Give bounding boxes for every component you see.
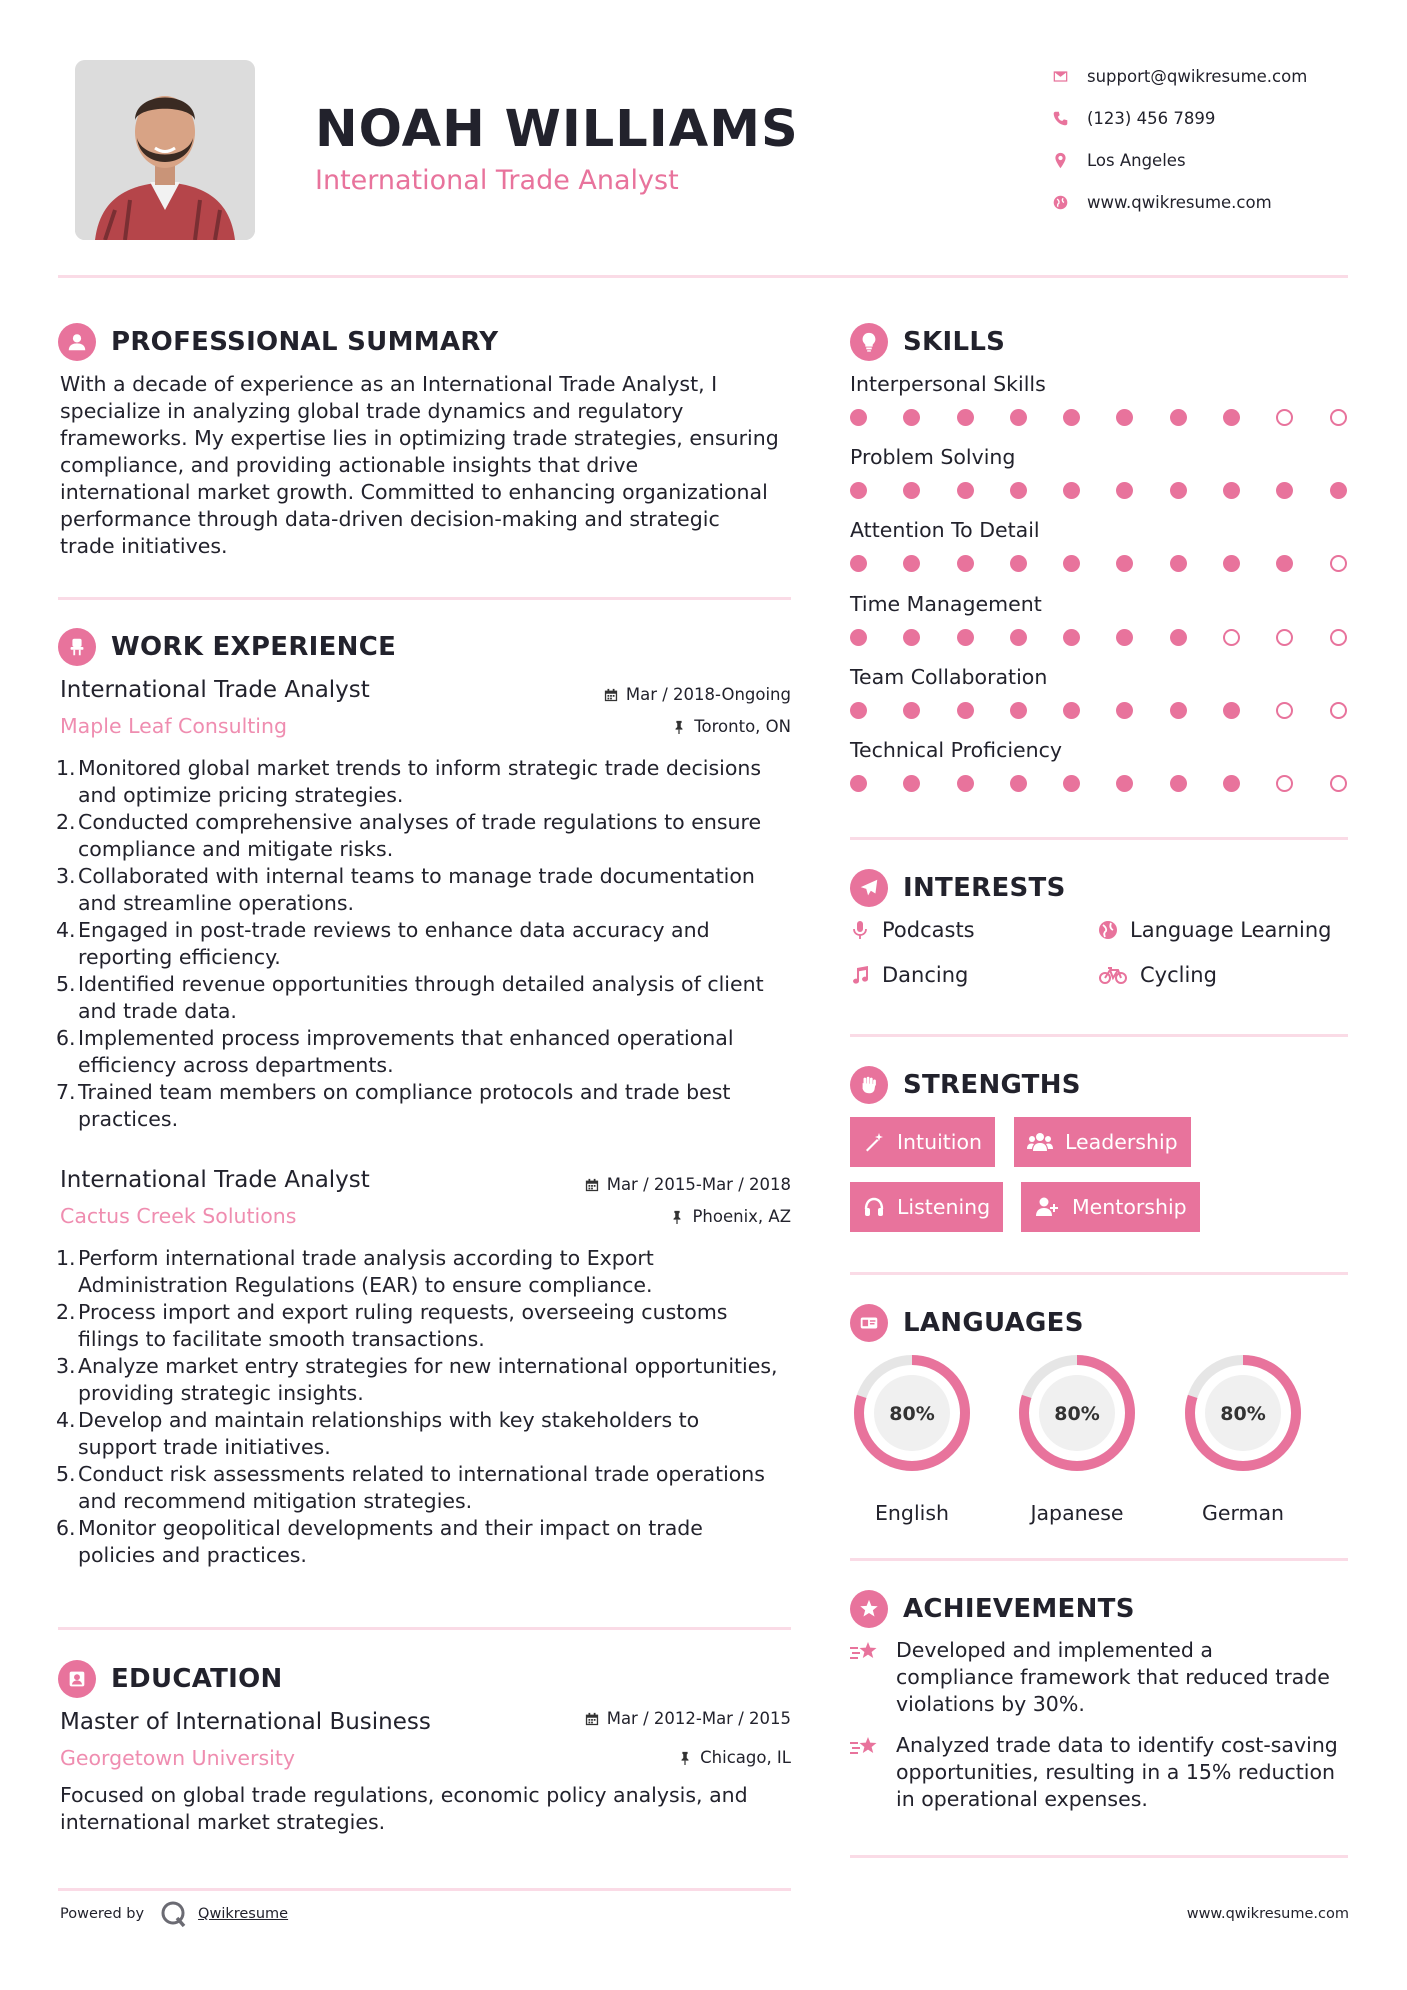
rating-dot-filled — [1223, 409, 1240, 426]
rating-dot-filled — [957, 482, 974, 499]
rating-dot-empty — [1276, 629, 1293, 646]
language-item — [850, 1351, 974, 1525]
achievements-heading — [850, 1590, 1135, 1628]
skill-rating — [850, 775, 1383, 792]
rating-dot-filled — [850, 775, 867, 792]
rating-dot-empty — [1330, 702, 1347, 719]
strength-chip — [1014, 1117, 1191, 1167]
achievement-line: Developed and implemented a — [896, 1638, 1213, 1662]
rating-dot-filled — [1010, 482, 1027, 499]
list-item: 1. Monitored global market trends to inform strategic trade decisions and optimize pricing strategies. — [56, 756, 762, 807]
summary-heading — [58, 323, 498, 361]
strength-chip — [850, 1182, 1003, 1232]
rating-dot-filled — [903, 409, 920, 426]
list-item: 7. Trained team members on compliance protocols and trade best practices. — [56, 1080, 731, 1131]
interest-label: Language Learning — [1130, 918, 1332, 942]
language-progress-ring — [1181, 1351, 1305, 1475]
list-item: 1. Perform international trade analysis according to Export Administration Regulations (EAR) to ensure compliance. — [56, 1246, 654, 1297]
section-divider — [850, 1558, 1348, 1561]
candidate-role: International Trade Analyst — [315, 165, 679, 196]
list-item: 4. Engaged in post-trade reviews to enhance data accuracy and reporting efficiency. — [56, 918, 710, 969]
list-item: 4. Develop and maintain relationships with key stakeholders to support trade initiatives. — [56, 1408, 700, 1459]
skill-name: Interpersonal Skills — [850, 372, 1046, 396]
job-date-text: Mar / 2015-Mar / 2018 — [606, 1175, 791, 1194]
id-card-icon — [850, 1304, 888, 1342]
job-location-text: Phoenix, AZ — [692, 1207, 791, 1226]
list-item: 2. Process import and export ruling requests, overseeing customs filings to facilitate smooth transactions. — [56, 1300, 728, 1351]
rating-dot-filled — [903, 629, 920, 646]
section-divider — [850, 837, 1348, 840]
section-divider — [850, 1272, 1348, 1275]
education-heading — [58, 1660, 283, 1698]
strength-label: Listening — [897, 1195, 991, 1219]
rating-dot-empty — [1330, 775, 1347, 792]
job-date-text: Mar / 2018-Ongoing — [625, 685, 791, 704]
education-location-text: Chicago, IL — [700, 1748, 791, 1767]
star-badge-icon — [850, 1590, 888, 1628]
globe-icon — [1098, 920, 1118, 940]
education-date-text: Mar / 2012-Mar / 2015 — [606, 1709, 791, 1728]
education-location — [500, 1748, 791, 1767]
rating-dot-filled — [903, 555, 920, 572]
rating-dot-filled — [1116, 482, 1133, 499]
rating-dot-filled — [1170, 702, 1187, 719]
contact-website-text: www.qwikresume.com — [1087, 192, 1272, 212]
strength-label: Mentorship — [1072, 1195, 1187, 1219]
strengths-title: STRENGTHS — [903, 1070, 1081, 1100]
summary-line: specialize in analyzing global trade dynamics and regulatory — [60, 399, 684, 423]
interest-label: Dancing — [882, 963, 969, 987]
rating-dot-filled — [1063, 702, 1080, 719]
pushpin-icon — [672, 720, 686, 734]
rating-dot-empty — [1276, 409, 1293, 426]
location-pin-icon — [1052, 152, 1087, 169]
school-name: Georgetown University — [60, 1746, 295, 1770]
rating-dot-filled — [1223, 555, 1240, 572]
rating-dot-empty — [1276, 775, 1293, 792]
skill-name: Team Collaboration — [850, 664, 1048, 689]
section-divider — [58, 597, 791, 600]
rating-dot-filled — [1063, 555, 1080, 572]
section-divider — [850, 1855, 1348, 1858]
skill-name: Attention To Detail — [850, 518, 1040, 543]
language-percent: 80% — [889, 1403, 935, 1425]
skill-name: Technical Proficiency — [850, 738, 1063, 762]
rating-dot-filled — [850, 629, 867, 646]
skill-rating — [850, 482, 1383, 499]
rating-dot-empty — [1330, 629, 1347, 646]
rating-dot-filled — [1170, 555, 1187, 572]
interests-heading — [850, 869, 1066, 907]
summary-line: compliance, and providing actionable insights that drive — [60, 453, 639, 477]
rating-dot-filled — [1010, 409, 1027, 426]
language-item — [1015, 1351, 1139, 1525]
language-progress-ring — [850, 1351, 974, 1475]
section-divider — [58, 1627, 791, 1630]
summary-title: PROFESSIONAL SUMMARY — [111, 327, 499, 357]
calendar-icon — [585, 1712, 599, 1726]
rating-dot-filled — [1010, 629, 1027, 646]
skill-rating — [850, 555, 1383, 572]
contact-email[interactable] — [1052, 55, 1307, 97]
rating-dot-filled — [850, 702, 867, 719]
rating-dot-filled — [1116, 409, 1133, 426]
interest-label: Podcasts — [882, 918, 975, 942]
contact-phone[interactable] — [1052, 97, 1307, 139]
contact-website[interactable] — [1052, 181, 1307, 223]
footer-divider — [58, 1888, 791, 1891]
bicycle-icon — [1098, 965, 1128, 985]
degree-title: Master of International Business — [60, 1709, 431, 1735]
qwikresume-link[interactable]: Qwikresume — [198, 1906, 289, 1922]
job-duties — [56, 755, 800, 1133]
rating-dot-filled — [903, 702, 920, 719]
rating-dot-filled — [1170, 775, 1187, 792]
rating-dot-filled — [1223, 702, 1240, 719]
contact-email-text: support@qwikresume.com — [1087, 66, 1308, 86]
user-icon — [58, 323, 96, 361]
interest-dancing — [850, 963, 968, 987]
candidate-name: NOAH WILLIAMS — [315, 100, 799, 159]
achievement-item — [850, 1637, 1350, 1718]
job-location-text: Toronto, ON — [694, 717, 791, 736]
job-company: Maple Leaf Consulting — [60, 714, 288, 738]
section-divider — [850, 1034, 1348, 1037]
rating-dot-filled — [1010, 775, 1027, 792]
summary-text — [60, 371, 810, 560]
strength-chip — [1021, 1182, 1200, 1232]
pushpin-icon — [670, 1210, 684, 1224]
lightbulb-icon — [850, 323, 888, 361]
job-date — [500, 685, 791, 704]
achievement-item — [850, 1732, 1350, 1813]
achievements-title: ACHIEVEMENTS — [903, 1594, 1135, 1624]
globe-icon — [1052, 194, 1087, 211]
fist-icon — [850, 1066, 888, 1104]
job-location — [500, 1207, 791, 1226]
language-progress-ring — [1015, 1351, 1139, 1475]
rating-dot-filled — [1170, 409, 1187, 426]
education-line: international market strategies. — [60, 1810, 386, 1834]
job-duties — [56, 1245, 810, 1569]
users-icon — [1027, 1131, 1053, 1153]
skill-rating — [850, 702, 1383, 719]
rating-dot-filled — [957, 409, 974, 426]
rating-dot-filled — [1116, 555, 1133, 572]
strength-chip — [850, 1117, 995, 1167]
rating-dot-filled — [1276, 482, 1293, 499]
rating-dot-filled — [850, 409, 867, 426]
rating-dot-filled — [957, 775, 974, 792]
language-name: Japanese — [1030, 1501, 1124, 1525]
summary-line: trade initiatives. — [60, 534, 228, 558]
skill-name: Problem Solving — [850, 445, 1016, 470]
experience-heading — [58, 628, 396, 666]
profile-photo — [75, 60, 255, 240]
summary-line: international market growth. Committed to enhancing organizational — [60, 480, 768, 504]
paper-plane-icon — [850, 869, 888, 907]
language-percent: 80% — [1054, 1403, 1100, 1425]
job-date — [500, 1175, 791, 1194]
job-title: International Trade Analyst — [60, 677, 370, 703]
rating-dot-filled — [957, 555, 974, 572]
powered-by-text: Powered by — [60, 1906, 145, 1922]
interest-language-learning — [1098, 918, 1331, 942]
rating-dot-filled — [1276, 555, 1293, 572]
summary-line: With a decade of experience as an International Trade Analyst, I — [60, 372, 718, 396]
calendar-icon — [604, 688, 618, 702]
languages-heading — [850, 1304, 1084, 1342]
job-title: International Trade Analyst — [60, 1167, 370, 1193]
user-plus-icon — [1034, 1196, 1060, 1218]
rating-dot-filled — [1170, 482, 1187, 499]
language-name: English — [874, 1501, 950, 1525]
skills-title: SKILLS — [903, 327, 1006, 357]
rating-dot-empty — [1223, 629, 1240, 646]
achievement-line: compliance framework that reduced trade — [896, 1665, 1330, 1689]
job-location — [500, 717, 791, 736]
job-company: Cactus Creek Solutions — [60, 1204, 297, 1228]
skill-rating — [850, 629, 1383, 646]
achievement-line: in operational expenses. — [896, 1787, 1148, 1811]
chair-icon — [58, 628, 96, 666]
rating-dot-filled — [1063, 775, 1080, 792]
qwikresume-logo-icon — [160, 1900, 188, 1928]
rating-dot-filled — [1063, 409, 1080, 426]
skill-rating — [850, 409, 1383, 426]
interests-title: INTERESTS — [903, 873, 1066, 903]
education-description — [60, 1782, 810, 1836]
interest-podcasts — [850, 918, 975, 942]
rating-dot-filled — [1116, 702, 1133, 719]
music-note-icon — [850, 965, 870, 985]
graduate-icon — [58, 1660, 96, 1698]
rating-dot-filled — [1223, 775, 1240, 792]
list-item: 6. Implemented process improvements that enhanced operational efficiency across departments. — [56, 1026, 734, 1077]
rating-dot-filled — [1330, 482, 1347, 499]
education-date — [500, 1709, 791, 1728]
contact-location — [1052, 139, 1307, 181]
summary-line: frameworks. My expertise lies in optimizing trade strategies, ensuring — [60, 426, 779, 450]
strength-label: Leadership — [1065, 1130, 1178, 1154]
education-line: Focused on global trade regulations, economic policy analysis, and — [60, 1783, 748, 1807]
rating-dot-filled — [1010, 702, 1027, 719]
contact-location-text: Los Angeles — [1087, 150, 1186, 170]
rating-dot-filled — [957, 702, 974, 719]
list-item: 3. Analyze market entry strategies for new international opportunities, providing strategic insights. — [56, 1354, 778, 1405]
phone-icon — [1052, 110, 1087, 127]
rating-dot-filled — [903, 775, 920, 792]
rating-dot-empty — [1276, 702, 1293, 719]
rating-dot-filled — [1010, 555, 1027, 572]
headphones-icon — [863, 1196, 885, 1218]
achievement-line: violations by 30%. — [896, 1692, 1085, 1716]
education-title: EDUCATION — [111, 1664, 283, 1694]
list-item: 5. Identified revenue opportunities through detailed analysis of client and trade data. — [56, 972, 764, 1023]
summary-line: performance through data-driven decision-making and strategic — [60, 507, 720, 531]
envelope-icon — [1052, 68, 1087, 85]
list-item: 3. Collaborated with internal teams to manage trade documentation and streamline operations. — [56, 864, 755, 915]
languages-title: LANGUAGES — [903, 1308, 1084, 1338]
magic-wand-icon — [863, 1131, 885, 1153]
pushpin-icon — [678, 1751, 692, 1765]
language-item — [1181, 1351, 1305, 1525]
shooting-star-icon — [850, 1639, 880, 1665]
list-item: 2. Conducted comprehensive analyses of trade regulations to ensure compliance and mitigate risks. — [56, 810, 762, 861]
interest-cycling — [1098, 963, 1217, 987]
strength-label: Intuition — [897, 1130, 983, 1154]
skills-heading — [850, 323, 1005, 361]
microphone-icon — [850, 920, 870, 940]
skill-name: Time Management — [850, 591, 1042, 616]
rating-dot-empty — [1330, 555, 1347, 572]
rating-dot-filled — [1223, 482, 1240, 499]
rating-dot-filled — [1170, 629, 1187, 646]
rating-dot-filled — [957, 629, 974, 646]
achievement-line: Analyzed trade data to identify cost-saving — [896, 1733, 1338, 1757]
rating-dot-filled — [1063, 482, 1080, 499]
rating-dot-filled — [850, 555, 867, 572]
header-divider — [58, 275, 1348, 278]
rating-dot-empty — [1330, 409, 1347, 426]
list-item: 5. Conduct risk assessments related to international trade operations and recommend mitigation strategies. — [56, 1462, 765, 1513]
rating-dot-filled — [1116, 775, 1133, 792]
contact-phone-text: (123) 456 7899 — [1087, 108, 1216, 128]
calendar-icon — [585, 1178, 599, 1192]
achievement-line: opportunities, resulting in a 15% reduction — [896, 1760, 1336, 1784]
language-name: German — [1201, 1501, 1285, 1525]
contact-list — [1052, 55, 1307, 223]
rating-dot-filled — [1063, 629, 1080, 646]
rating-dot-filled — [1116, 629, 1133, 646]
shooting-star-icon — [850, 1734, 880, 1760]
rating-dot-filled — [850, 482, 867, 499]
list-item: 6. Monitor geopolitical developments and their impact on trade policies and practices. — [56, 1516, 703, 1567]
rating-dot-filled — [903, 482, 920, 499]
experience-title: WORK EXPERIENCE — [111, 632, 397, 662]
language-percent: 80% — [1220, 1403, 1266, 1425]
footer-website[interactable]: www.qwikresume.com — [1186, 1906, 1349, 1922]
interest-label: Cycling — [1140, 963, 1217, 987]
strengths-heading — [850, 1066, 1081, 1104]
footer-powered-by — [60, 1900, 288, 1928]
